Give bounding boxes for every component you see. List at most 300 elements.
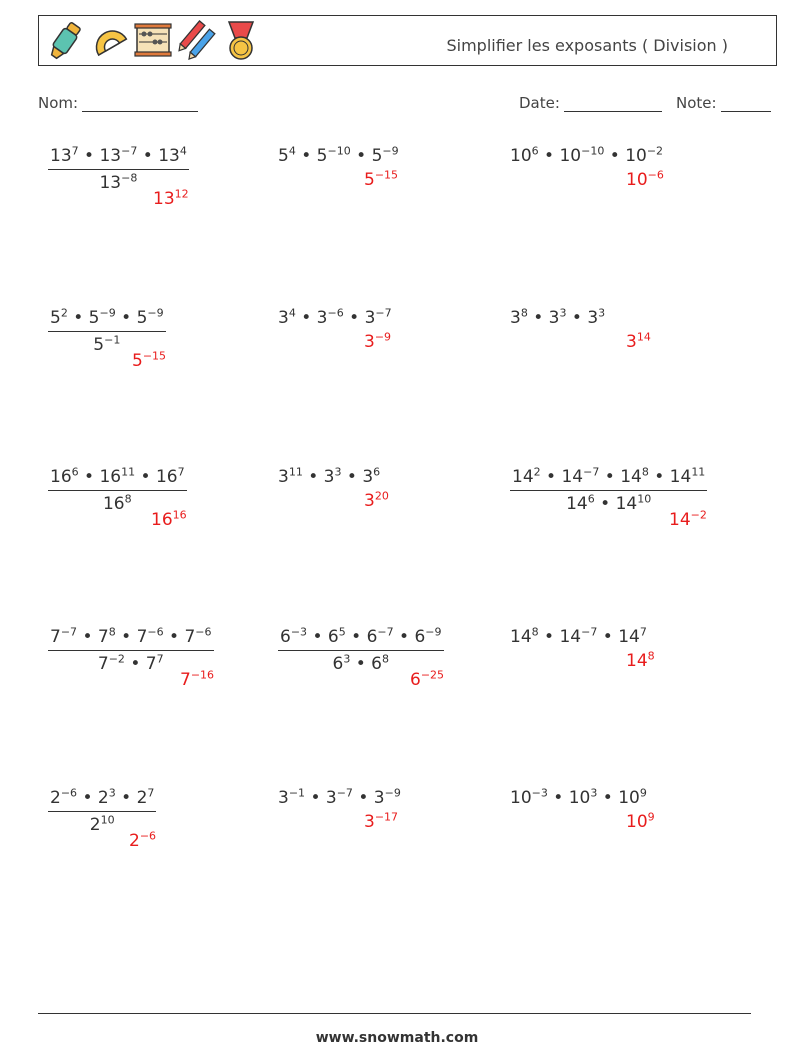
base: 10 (626, 812, 648, 832)
base: 6 (332, 654, 344, 674)
exponent: 3 (598, 306, 606, 320)
answer (669, 510, 707, 530)
base: 16 (151, 510, 173, 530)
base: 14 (620, 467, 642, 487)
score-label: Note: (676, 94, 717, 112)
multiply-dot: • (599, 467, 621, 487)
score-field (676, 94, 771, 112)
power-term (669, 510, 707, 530)
problem-1 (48, 146, 189, 193)
multiply-dot: • (115, 308, 137, 328)
base: 13 (153, 189, 175, 209)
power-term (156, 467, 185, 487)
answer (364, 170, 398, 190)
multiply-dot: • (540, 467, 562, 487)
exponent: 6 (531, 144, 539, 158)
exponent: 11 (288, 465, 303, 479)
base: 3 (626, 332, 637, 352)
power-term (364, 812, 398, 832)
fraction (48, 627, 214, 674)
power-term (371, 654, 389, 674)
power-term (99, 173, 137, 193)
multiply-dot: • (302, 467, 324, 487)
multiply-dot: • (566, 308, 588, 328)
abacus-icon (133, 20, 173, 62)
power-term (364, 170, 398, 190)
power-term (365, 308, 392, 328)
power-term (626, 332, 651, 352)
exponent: 5 (338, 625, 346, 639)
exponent: 8 (647, 649, 655, 663)
power-term (278, 467, 303, 487)
exponent: −17 (374, 810, 399, 824)
exponent: 8 (124, 492, 132, 506)
base: 3 (364, 491, 375, 511)
power-term (569, 788, 598, 808)
multiply-dot: • (538, 146, 560, 166)
exponent: 11 (691, 465, 706, 479)
multiply-dot: • (352, 788, 374, 808)
base: 3 (373, 788, 385, 808)
exponent: 8 (520, 306, 528, 320)
base: 5 (136, 308, 148, 328)
exponent: −7 (377, 625, 394, 639)
exponent: 8 (108, 625, 116, 639)
base: 3 (278, 467, 289, 487)
power-term (410, 670, 444, 690)
base: 10 (618, 788, 640, 808)
multiply-dot: • (295, 146, 317, 166)
power-term (333, 654, 351, 674)
exponent: 16 (172, 508, 187, 522)
base: 3 (316, 308, 328, 328)
base: 2 (97, 788, 109, 808)
power-term (626, 812, 655, 832)
multiply-dot: • (597, 627, 619, 647)
base: 14 (559, 627, 582, 647)
base: 5 (88, 308, 100, 328)
power-term (132, 351, 166, 371)
exponent: 7 (71, 144, 79, 158)
base: 3 (325, 788, 337, 808)
power-term (362, 467, 380, 487)
answer (364, 491, 389, 511)
multiply-dot: • (78, 467, 100, 487)
power-term (616, 494, 652, 514)
fraction (278, 627, 444, 674)
exponent: 3 (559, 306, 567, 320)
power-term (626, 651, 655, 671)
power-term (328, 627, 346, 647)
exponent: −16 (190, 668, 215, 682)
power-term (670, 467, 706, 487)
multiply-dot: • (343, 308, 365, 328)
exponent: 9 (639, 786, 647, 800)
power-term (50, 146, 79, 166)
name-label: Nom: (38, 94, 79, 112)
base: 7 (184, 627, 196, 647)
multiply-dot: • (341, 467, 363, 487)
base: 2 (50, 788, 61, 808)
power-term (566, 494, 595, 514)
exponent: −9 (374, 330, 392, 344)
fraction (48, 467, 187, 514)
base: 10 (626, 170, 648, 190)
exponent: 3 (334, 465, 342, 479)
score-line[interactable] (721, 97, 771, 112)
base: 13 (99, 173, 122, 193)
power-term (618, 788, 647, 808)
power-term (146, 654, 164, 674)
fraction (48, 788, 156, 835)
base: 14 (561, 467, 584, 487)
exponent: −3 (290, 625, 308, 639)
multiply-dot: • (305, 788, 326, 808)
base: 3 (278, 308, 289, 328)
power-term (317, 308, 344, 328)
exponent: −1 (288, 786, 306, 800)
problem-8 (278, 467, 380, 487)
base: 14 (626, 651, 648, 671)
exponent: 4 (179, 144, 187, 158)
power-term (549, 308, 567, 328)
base: 14 (615, 494, 638, 514)
base: 6 (410, 670, 421, 690)
power-term (99, 467, 135, 487)
problem-11 (278, 627, 444, 674)
power-term (374, 788, 401, 808)
power-term (184, 627, 211, 647)
power-term (414, 627, 441, 647)
base: 10 (510, 788, 532, 808)
problem-7 (48, 467, 187, 514)
exponent: 6 (71, 465, 79, 479)
multiply-dot: • (77, 788, 98, 808)
multiply-dot: • (538, 627, 560, 647)
multiply-dot: • (597, 788, 619, 808)
date-label: Date: (519, 94, 560, 112)
exponent: −7 (336, 786, 353, 800)
exponent: −10 (581, 144, 605, 158)
base: 3 (278, 788, 289, 808)
exponent: −7 (581, 625, 598, 639)
base: 5 (316, 146, 328, 166)
power-term (367, 627, 394, 647)
power-term (559, 146, 604, 166)
exponent: 4 (288, 144, 296, 158)
multiply-dot: • (163, 627, 185, 647)
base: 3 (548, 308, 560, 328)
exponent: 8 (641, 465, 649, 479)
problem-2 (278, 146, 399, 166)
problem-10 (48, 627, 214, 674)
multiply-dot: • (295, 308, 317, 328)
exponent: 7 (147, 786, 155, 800)
power-term (317, 146, 351, 166)
exponent: −6 (147, 625, 164, 639)
answer (151, 510, 187, 530)
exponent: 2 (60, 306, 68, 320)
base: 14 (669, 510, 691, 530)
problem-6 (510, 308, 605, 328)
answer (410, 670, 444, 690)
exponent: −9 (147, 306, 164, 320)
exponent: 7 (639, 625, 647, 639)
base: 7 (50, 627, 61, 647)
problem-15 (510, 788, 647, 808)
numerator (48, 467, 187, 491)
multiply-dot: • (345, 627, 367, 647)
base: 7 (97, 654, 109, 674)
power-term (561, 467, 599, 487)
exponent: 10 (637, 492, 652, 506)
power-term (158, 146, 187, 166)
footer-divider (38, 1013, 751, 1014)
power-term (99, 146, 137, 166)
exponent: −15 (374, 168, 399, 182)
base: 3 (364, 308, 376, 328)
exponent: −6 (60, 786, 78, 800)
base: 5 (364, 170, 375, 190)
numerator (48, 788, 156, 812)
power-term (153, 189, 189, 209)
power-term (510, 308, 528, 328)
base: 2 (129, 831, 140, 851)
date-field (519, 94, 662, 112)
power-term (98, 627, 116, 647)
footer-url: www.snowmath.com (315, 1030, 479, 1046)
multiply-dot: • (78, 146, 100, 166)
base: 6 (371, 654, 382, 674)
exponent: 3 (108, 786, 116, 800)
base: 2 (89, 815, 101, 835)
exponent: 20 (374, 489, 389, 503)
multiply-dot: • (124, 654, 146, 674)
base: 3 (362, 467, 374, 487)
answer (626, 170, 664, 190)
power-term (625, 146, 663, 166)
multiply-dot: • (115, 788, 137, 808)
base: 10 (559, 146, 582, 166)
base: 2 (136, 788, 148, 808)
power-term (364, 332, 391, 352)
exponent: 7 (156, 652, 164, 666)
base: 3 (323, 467, 335, 487)
exponent: 14 (636, 330, 651, 344)
exponent: 4 (288, 306, 296, 320)
power-term (510, 788, 548, 808)
exponent: −1 (104, 333, 121, 347)
power-term (129, 831, 156, 851)
base: 16 (50, 467, 72, 487)
answer (626, 651, 655, 671)
power-term (151, 510, 187, 530)
exponent: −2 (646, 144, 664, 158)
power-term (278, 308, 296, 328)
base: 16 (102, 494, 125, 514)
exponent: 8 (531, 625, 539, 639)
base: 13 (99, 146, 122, 166)
numerator (48, 627, 214, 651)
multiply-dot: • (350, 654, 372, 674)
exponent: 10 (100, 813, 115, 827)
name-line[interactable] (82, 97, 198, 112)
power-term (103, 494, 132, 514)
exponent: 3 (590, 786, 598, 800)
power-term (98, 788, 116, 808)
multiply-dot: • (77, 627, 98, 647)
problem-13 (48, 788, 156, 835)
exponent: 8 (382, 652, 389, 666)
power-term (50, 788, 77, 808)
power-term (50, 308, 68, 328)
base: 10 (510, 146, 532, 166)
base: 16 (99, 467, 122, 487)
base: 3 (364, 332, 375, 352)
problem-9 (510, 467, 707, 514)
pencil-icon (177, 20, 217, 62)
base: 5 (278, 146, 289, 166)
power-term (278, 788, 305, 808)
power-term (50, 627, 77, 647)
base: 3 (510, 308, 521, 328)
answer (180, 670, 214, 690)
problem-4 (48, 308, 166, 355)
exponent: −6 (139, 829, 157, 843)
problem-5 (278, 308, 392, 328)
exponent: −9 (425, 625, 442, 639)
base: 14 (566, 494, 588, 514)
power-term (372, 146, 399, 166)
base: 14 (510, 627, 532, 647)
highlighter-icon (45, 20, 85, 62)
fraction (48, 146, 189, 193)
base: 7 (180, 670, 191, 690)
power-term (50, 467, 79, 487)
answer (364, 812, 398, 832)
exponent: −9 (382, 144, 399, 158)
power-term (137, 308, 164, 328)
base: 6 (280, 627, 291, 647)
exponent: 7 (177, 465, 185, 479)
exponent: −2 (108, 652, 125, 666)
exponent: −10 (327, 144, 351, 158)
problem-3 (510, 146, 663, 166)
base: 14 (669, 467, 692, 487)
exponent: 2 (533, 465, 541, 479)
base: 16 (155, 467, 178, 487)
exponent: −9 (99, 306, 116, 320)
multiply-dot: • (67, 308, 89, 328)
power-term (137, 788, 155, 808)
exponent: −7 (60, 625, 78, 639)
power-term (587, 308, 605, 328)
exponent: 9 (647, 810, 655, 824)
numerator (278, 627, 444, 651)
exponent: −2 (690, 508, 707, 522)
power-term (137, 627, 164, 647)
exponent: −7 (375, 306, 392, 320)
answer (364, 332, 391, 352)
base: 5 (371, 146, 383, 166)
base: 7 (97, 627, 109, 647)
header-box (38, 15, 777, 66)
power-term (326, 788, 353, 808)
base: 5 (50, 308, 61, 328)
worksheet-title: Simplifier les exposants ( Division ) (446, 36, 728, 55)
name-field (38, 94, 198, 112)
multiply-dot: • (393, 627, 415, 647)
base: 10 (625, 146, 647, 166)
base: 7 (136, 627, 148, 647)
answer (132, 351, 166, 371)
problem-12 (510, 627, 647, 647)
power-term (364, 491, 389, 511)
base: 14 (618, 627, 640, 647)
power-term (324, 467, 342, 487)
exponent: −9 (384, 786, 401, 800)
answer (153, 189, 189, 209)
medal-icon (221, 20, 261, 62)
power-term (280, 627, 307, 647)
base: 6 (366, 627, 378, 647)
base: 3 (587, 308, 599, 328)
exponent: 12 (174, 187, 189, 201)
base: 3 (364, 812, 375, 832)
problem-14 (278, 788, 401, 808)
base: 13 (158, 146, 180, 166)
base: 10 (568, 788, 591, 808)
exponent: −3 (531, 786, 548, 800)
power-term (559, 627, 597, 647)
power-term (90, 815, 115, 835)
exponent: −25 (420, 668, 445, 682)
answer (626, 812, 655, 832)
power-term (89, 308, 116, 328)
multiply-dot: • (350, 146, 372, 166)
exponent: −6 (327, 306, 344, 320)
protractor-icon (89, 20, 129, 62)
base: 6 (327, 627, 339, 647)
power-term (512, 467, 541, 487)
numerator (510, 467, 707, 491)
icon-strip (45, 20, 261, 62)
base: 14 (512, 467, 534, 487)
multiply-dot: • (648, 467, 670, 487)
answer (129, 831, 156, 851)
multiply-dot: • (135, 467, 156, 487)
exponent: −15 (142, 349, 167, 363)
power-term (98, 654, 125, 674)
power-term (93, 335, 120, 355)
exponent: −6 (195, 625, 212, 639)
base: 13 (50, 146, 72, 166)
exponent: 3 (343, 652, 351, 666)
exponent: 6 (373, 465, 381, 479)
exponent: −7 (121, 144, 138, 158)
exponent: 6 (587, 492, 595, 506)
power-term (626, 170, 664, 190)
answer (626, 332, 651, 352)
numerator (48, 146, 189, 170)
multiply-dot: • (137, 146, 159, 166)
base: 7 (145, 654, 157, 674)
power-term (620, 467, 649, 487)
power-term (510, 627, 539, 647)
date-line[interactable] (564, 97, 662, 112)
base: 5 (132, 351, 143, 371)
base: 6 (414, 627, 426, 647)
